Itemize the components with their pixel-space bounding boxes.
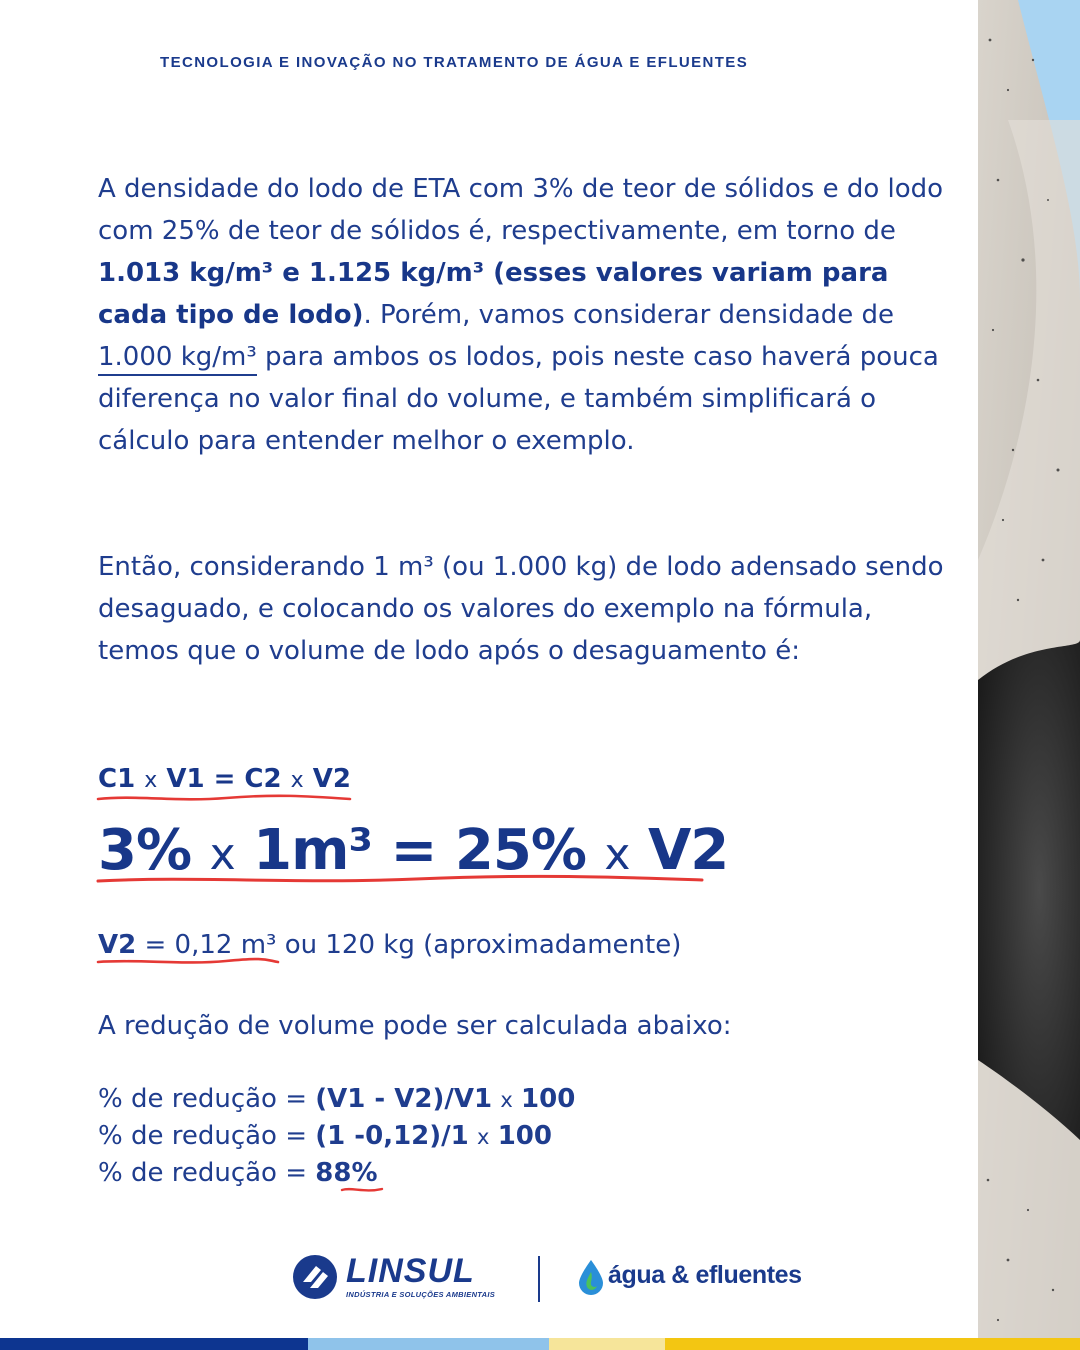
reduction-intro: A redução de volume pode ser calculada abaixo: — [98, 1011, 732, 1041]
reduction-label: % de redução = — [98, 1084, 316, 1114]
formula-v2: V2 — [312, 764, 351, 794]
header-tagline: TECNOLOGIA E INOVAÇÃO NO TRATAMENTO DE ÁGUA E EFLUENTES — [160, 54, 749, 71]
intro2-paragraph — [98, 546, 958, 672]
formula-result — [98, 930, 681, 960]
formula-applied-middle: 1m³ = 25% — [253, 818, 586, 883]
reduction-times: x — [476, 1125, 490, 1149]
bottom-color-stripes — [0, 1338, 1080, 1350]
result-v2-value: = 0,12 m³ — [136, 930, 277, 960]
reduction-expression: (1 -0,12)/1 — [315, 1121, 469, 1151]
formula-applied-v2: V2 — [647, 818, 729, 883]
stripe-light-blue — [308, 1338, 549, 1350]
agua-efluentes-wordmark: água & efluentes — [608, 1261, 802, 1289]
formula-applied — [98, 818, 728, 883]
reduction-calculation — [98, 1081, 575, 1191]
formula-c1: C1 — [98, 764, 136, 794]
stripe-light-yellow — [549, 1338, 665, 1350]
formula-applied-times-1: x — [209, 829, 235, 880]
intro-paragraph — [98, 168, 958, 462]
intro-text-1: A densidade do lodo de ETA com 3% de teor de sólidos e do lodo com 25% de teor de sólidos é, respectivamente, em torno de — [98, 174, 944, 246]
linsul-logo-icon — [290, 1252, 340, 1302]
intro-text-5: para ambos os lodos, pois neste caso haverá pouca diferença no valor final do volume, e também simplificará o cálculo para entender melhor o exemplo. — [98, 342, 939, 456]
reduction-label: % de redução = — [98, 1158, 316, 1188]
reduction-line-2 — [98, 1118, 575, 1155]
linsul-subtitle: INDÚSTRIA E SOLUÇÕES AMBIENTAIS — [346, 1290, 496, 1299]
logo-divider — [538, 1256, 540, 1302]
formula-times-1: x — [144, 768, 158, 793]
intro-considered-density: 1.000 kg/m³ — [98, 342, 257, 376]
formula-times-2: x — [290, 768, 304, 793]
formula-v1-c2: V1 = C2 — [166, 764, 282, 794]
formula-applied-c1: 3% — [98, 818, 192, 883]
result-v2-equivalent: ou 120 kg (aproximadamente) — [276, 930, 682, 960]
result-v2-label: V2 — [98, 930, 137, 960]
linsul-wordmark: LINSUL — [346, 1252, 475, 1290]
formula-general — [98, 764, 351, 794]
reduction-result: 88% — [315, 1158, 378, 1188]
stripe-yellow — [665, 1338, 1080, 1350]
intro-density-values: 1.013 kg/m³ e 1.125 kg/m³ (esses valores variam para cada tipo de lodo) — [98, 258, 889, 330]
reduction-times: x — [500, 1088, 513, 1112]
intro2-text: Então, considerando 1 m³ (ou 1.000 kg) de lodo adensado sendo desaguado, e colocando os valores do exemplo na fórmula, temos que o volume de lodo após o desaguamento é: — [98, 552, 944, 666]
reduction-expression: (V1 - V2)/V1 — [315, 1084, 493, 1114]
reduction-label: % de redução = — [98, 1121, 316, 1151]
reduction-factor: 100 — [497, 1121, 552, 1151]
reduction-factor: 100 — [521, 1084, 576, 1114]
footer-logos — [290, 1250, 830, 1310]
reduction-line-3 — [98, 1155, 575, 1191]
sludge-photo — [978, 0, 1080, 1338]
water-drop-icon — [576, 1258, 606, 1296]
reduction-line-1 — [98, 1081, 575, 1118]
formula-applied-times-2: x — [604, 829, 630, 880]
stripe-dark-blue — [0, 1338, 308, 1350]
intro-text-3: . Porém, vamos considerar densidade de — [363, 300, 894, 330]
